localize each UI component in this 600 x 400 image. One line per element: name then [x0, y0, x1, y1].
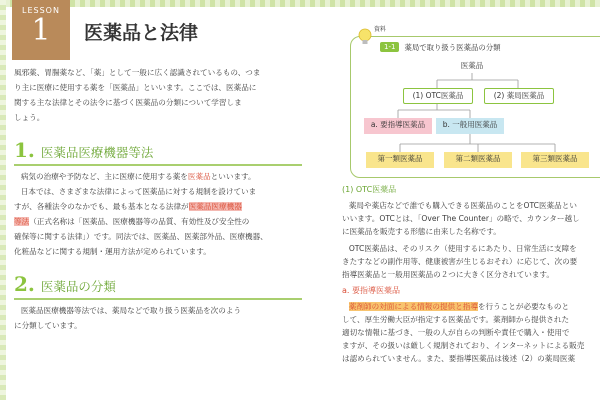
lesson-number: 1 [31, 13, 51, 48]
text-run: といいます。 [210, 172, 256, 181]
intro-line: り主に医療に使用する薬を「医薬品」といいます。ここでは、医薬品に [14, 83, 257, 92]
highlight-term: 医薬品 [187, 172, 211, 181]
otc-paragraph: 指導医薬品と一般用医薬品の２つに大きく区分されています。 [342, 270, 555, 279]
lesson-label: LESSON [22, 6, 60, 15]
otc-heading: (1) OTC医薬品 [342, 185, 397, 194]
node-otc: (1) OTC医薬品 [403, 88, 473, 104]
text-run: すが、各種法令のなかでも、最も基本となる法律が [14, 202, 189, 211]
otc-paragraph: に医薬品を販売する形態に由来した名称です。 [342, 227, 501, 236]
otc-paragraph: いいます。OTCとは、「Over The Counter」の略で、カウンター越し [342, 214, 580, 223]
intro-line: しょう。 [14, 113, 45, 122]
text-run: （正式名称は「医薬品、医療機器等の品質、有効性及び安全性の [29, 217, 250, 226]
guidance-heading: a. 要指導医薬品 [342, 286, 400, 295]
figure-badge: 1-1 [380, 42, 399, 52]
section-1-title: 医薬品医療機器等法 [40, 145, 154, 160]
section-1-number: 1. [14, 138, 35, 162]
section-1-paragraph: 日本では、さまざまな法律によって医薬品に対する規制を設けていま [20, 187, 257, 196]
node-class3: 第三類医薬品 [521, 152, 589, 168]
guidance-paragraph: は認められていません。また、要指導医薬品は後述（2）の薬局医薬 [342, 354, 576, 363]
section-2-paragraph: 医薬品医療機器等法では、薬局などで取り扱う医薬品を次のよう [20, 306, 242, 315]
intro-line: 風邪薬、胃腸薬など、「薬」として一般に広く認識されているもの、つま [14, 68, 261, 77]
node-guidance: a. 要指導医薬品 [364, 118, 432, 134]
highlight-term: 薬剤師の対面による情報の提供と指導 [348, 302, 478, 311]
section-2-number: 2. [14, 272, 35, 296]
guidance-paragraph: して、厚生労働大臣が指定する医薬品です。薬剤師から提供された [342, 315, 570, 324]
text-run: 病気の治療や予防など、主に医療に使用する薬を [20, 172, 188, 181]
highlight-term: 等法 [14, 217, 30, 226]
otc-paragraph: きたすなどの副作用等、健康被害が生じるおそれ）に応じて、次の要 [342, 257, 578, 266]
figure-tag: 資料 [374, 26, 387, 33]
node-root: 医薬品 [460, 61, 484, 70]
page-title: 医薬品と法律 [84, 22, 199, 44]
guidance-paragraph: 適切な情報に基づき、一般の人が自らの判断や責任で購入・使用で [342, 328, 570, 337]
right-column [342, 184, 600, 365]
node-class2: 第二類医薬品 [444, 152, 512, 168]
guidance-paragraph: ますが、その扱いは厳しく規制されており、インターネットによる販売 [342, 341, 585, 350]
node-general: b. 一般用医薬品 [436, 118, 504, 134]
figure-title: 薬局で取り扱う医薬品の分類 [404, 42, 501, 52]
section-2-title: 医薬品の分類 [40, 279, 116, 294]
section-2-paragraph: に分類しています。 [14, 321, 82, 330]
section-1-paragraph: 確保等に関する法律」）です。同法では、医薬品、医薬部外品、医療機器、 [14, 232, 268, 241]
otc-paragraph: 薬局や薬店などで誰でも購入できる医薬品のことをOTC医薬品とい [348, 201, 577, 210]
node-pharmacy: (2) 薬局医薬品 [484, 88, 554, 104]
guidance-paragraph [342, 300, 600, 313]
section-1-paragraph: 化粧品などに関する規制・運用方法が定められています。 [14, 247, 211, 256]
text-run: を行うことが必要なものと [477, 302, 570, 311]
intro-line: 関する主な法律とその法令に基づく医薬品の分類について学習しま [14, 98, 242, 107]
highlight-term: 医薬品医療機器 [188, 202, 242, 211]
otc-paragraph: OTC医薬品は、そのリスク（使用するにあたり、日常生活に支障を [348, 244, 577, 253]
node-class1: 第一類医薬品 [366, 152, 434, 168]
